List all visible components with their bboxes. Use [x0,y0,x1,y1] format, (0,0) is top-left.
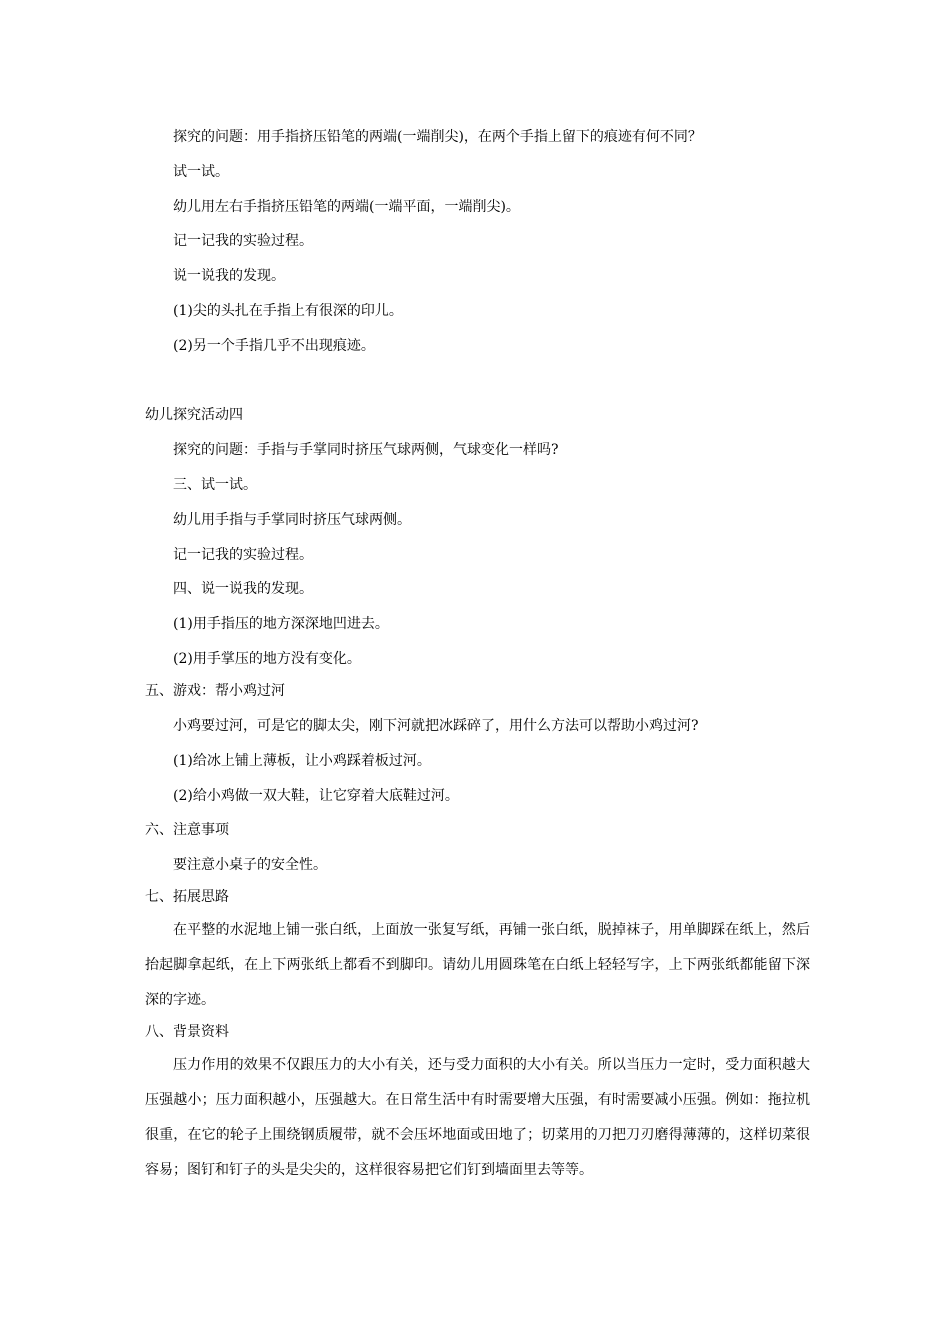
activity3-discover: 说一说我的发现。 [173,268,285,284]
activity3-action: 幼儿用左右手指挤压铅笔的两端(一端平面，一端削尖)。 [173,199,520,215]
activity4-finding-2: (2)用手掌压的地方没有变化。 [173,651,361,667]
activity4-question: 探究的问题：手指与手掌同时挤压气球两侧，气球变化一样吗? [173,442,559,458]
activity4-discover: 四、说一说我的发现。 [173,581,313,597]
activity4-title: 幼儿探究活动四 [145,407,243,423]
game-heading: 五、游戏：帮小鸡过河 [145,683,285,699]
activity4-try: 三、试一试。 [173,477,257,493]
activity4-action: 幼儿用手指与手掌同时挤压气球两侧。 [173,512,411,528]
activity3-question: 探究的问题：用手指挤压铅笔的两端(一端削尖)，在两个手指上留下的痕迹有何不同？ [173,129,702,145]
activity3-record: 记一记我的实验过程。 [173,233,313,249]
extension-heading: 七、拓展思路 [145,889,229,905]
game-option-2: (2)给小鸡做一双大鞋，让它穿着大底鞋过河。 [173,788,459,804]
activity4-record: 记一记我的实验过程。 [173,547,313,563]
notes-text: 要注意小桌子的安全性。 [173,857,327,873]
extension-text: 在平整的水泥地上铺一张白纸，上面放一张复写纸，再铺一张白纸，脱掉袜子，用单脚踩在纸上，然后抬起脚拿起纸，在上下两张纸上都看不到脚印。请幼儿用圆珠笔在白纸上轻轻写字，上下两张纸都能留下深深的字迹。 [145,922,810,1008]
notes-heading: 六、注意事项 [145,822,229,838]
activity4-finding-1: (1)用手指压的地方深深地凹进去。 [173,616,389,632]
activity3-finding-1: (1)尖的头扎在手指上有很深的印儿。 [173,303,403,319]
background-text: 压力作用的效果不仅跟压力的大小有关，还与受力面积的大小有关。所以当压力一定时，受力面积越大压强越小；压力面积越小，压强越大。在日常生活中有时需要增大压强，有时需要减小压强。例如：拖拉机很重，在它的轮子上围绕钢质履带，就不会压坏地面或田地了；切菜用的刀把刀刃磨得薄薄的，这样切菜很容易；图钉和钉子的头是尖尖的，这样很容易把它们钉到墙面里去等等。 [145,1057,810,1178]
game-intro: 小鸡要过河，可是它的脚太尖，刚下河就把冰踩碎了，用什么方法可以帮助小鸡过河? [173,718,699,734]
game-option-1: (1)给冰上铺上薄板，让小鸡踩着板过河。 [173,753,431,769]
activity3-try: 试一试。 [173,164,229,180]
background-heading: 八、背景资料 [145,1024,229,1040]
activity3-finding-2: (2)另一个手指几乎不出现痕迹。 [173,338,375,354]
